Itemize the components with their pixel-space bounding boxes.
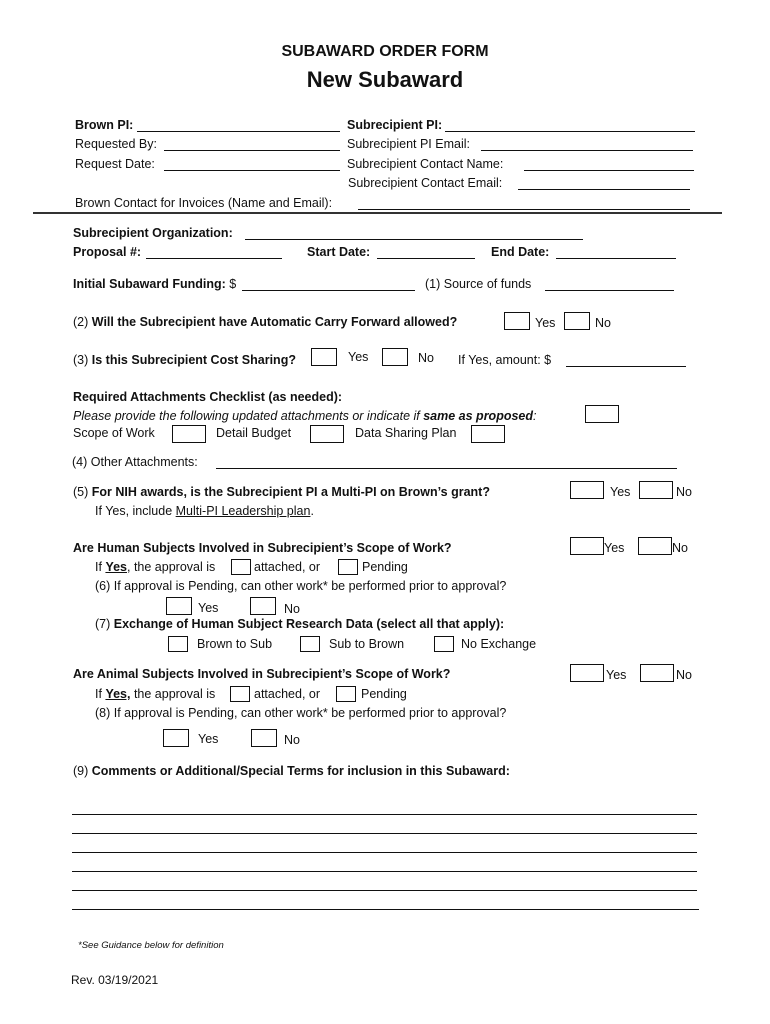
q3-no-checkbox[interactable] — [382, 348, 408, 366]
data-sharing-plan-checkbox[interactable] — [471, 425, 505, 443]
brown-to-sub-checkbox[interactable] — [168, 636, 188, 652]
requested-by-field[interactable] — [164, 150, 340, 151]
q2-no-checkbox[interactable] — [564, 312, 590, 330]
data-sharing-plan-label: Data Sharing Plan — [355, 426, 457, 440]
q3-row — [73, 354, 296, 367]
no-exchange-checkbox[interactable] — [434, 636, 454, 652]
initial-funding-label: Initial Subaward Funding: — [73, 277, 226, 291]
form-subtitle: New Subaward — [306, 67, 464, 92]
attachments-instructions: Please provide the following updated attachments or indicate if same as proposed: — [73, 409, 537, 423]
initial-funding-field[interactable] — [242, 290, 415, 291]
q2-text: Will the Subrecipient have Automatic Carry Forward allowed? — [91, 315, 458, 329]
sub-contact-name-field[interactable] — [524, 170, 694, 171]
q3-no-label: No — [418, 351, 434, 365]
human-yes-checkbox[interactable] — [570, 537, 604, 555]
human-pending-label: Pending — [362, 560, 408, 574]
q7-row: (7) Exchange of Human Subject Research Data (select all that apply): — [95, 617, 505, 631]
human-pending-checkbox[interactable] — [338, 559, 358, 575]
q5-sub-row: If Yes, include Multi-PI Leadership plan. — [95, 504, 314, 518]
sub-pi-label: Subrecipient PI: — [347, 118, 443, 132]
detail-budget-label: Detail Budget — [216, 426, 292, 440]
q2-yes-checkbox[interactable] — [504, 312, 530, 330]
sub-contact-name-label: Subrecipient Contact Name: — [347, 157, 504, 171]
animal-pending-checkbox[interactable] — [336, 686, 356, 702]
other-attachments-label: (4) Other Attachments: — [72, 455, 198, 469]
initial-funding-row — [73, 278, 236, 291]
q2-yes-label: Yes — [535, 316, 556, 330]
comment-line[interactable] — [72, 852, 697, 853]
sub-contact-email-field[interactable] — [518, 189, 690, 190]
comment-line[interactable] — [72, 833, 697, 834]
proposal-field[interactable] — [146, 258, 282, 259]
sub-to-brown-label: Sub to Brown — [329, 637, 405, 651]
brown-pi-field[interactable] — [137, 131, 340, 132]
source-funds-label: (1) Source of funds — [425, 277, 532, 291]
human-approval-row: If Yes, the approval is — [95, 560, 216, 574]
q6-no-label: No — [284, 602, 300, 616]
animal-attached-label: attached, or — [254, 687, 321, 701]
q6-yes-label: Yes — [198, 601, 219, 615]
brown-to-sub-label: Brown to Sub — [197, 637, 273, 651]
animal-pending-label: Pending — [361, 687, 407, 701]
q3-amount-label: If Yes, amount: $ — [458, 353, 552, 367]
q5-number: (5) — [73, 485, 89, 499]
q5-row — [73, 486, 490, 499]
q8-no-checkbox[interactable] — [251, 729, 277, 747]
proposal-label: Proposal #: — [73, 245, 142, 259]
q6-yes-checkbox[interactable] — [166, 597, 192, 615]
scope-of-work-checkbox[interactable] — [172, 425, 206, 443]
invoice-contact-field[interactable] — [358, 209, 690, 210]
q5-yes-label: Yes — [610, 485, 631, 499]
comment-line[interactable] — [72, 871, 697, 872]
human-yes-label: Yes — [604, 541, 625, 555]
section-divider — [33, 212, 722, 214]
animal-no-checkbox[interactable] — [640, 664, 674, 682]
request-date-label: Request Date: — [75, 157, 155, 171]
sub-pi-field[interactable] — [445, 131, 695, 132]
animal-yes-checkbox[interactable] — [570, 664, 604, 682]
q5-no-checkbox[interactable] — [639, 481, 673, 499]
other-attachments-field[interactable] — [216, 468, 677, 469]
multi-pi-link[interactable]: Multi-PI Leadership plan — [175, 504, 311, 518]
q5-no-label: No — [676, 485, 692, 499]
no-exchange-label: No Exchange — [461, 637, 537, 651]
sub-org-label: Subrecipient Organization: — [73, 226, 233, 240]
q6-no-checkbox[interactable] — [250, 597, 276, 615]
q8-yes-label: Yes — [198, 732, 219, 746]
q8-text: (8) If approval is Pending, can other work* be performed prior to approval? — [95, 706, 507, 720]
q3-number: (3) — [73, 353, 89, 367]
same-as-proposed-checkbox[interactable] — [585, 405, 619, 423]
detail-budget-checkbox[interactable] — [310, 425, 344, 443]
attachments-heading: Required Attachments Checklist (as needed): — [73, 390, 343, 404]
q3-yes-checkbox[interactable] — [311, 348, 337, 366]
human-no-label: No — [672, 541, 688, 555]
comment-line[interactable] — [72, 909, 699, 910]
sub-contact-email-label: Subrecipient Contact Email: — [348, 176, 503, 190]
request-date-field[interactable] — [164, 170, 340, 171]
brown-pi-label: Brown PI: — [75, 118, 134, 132]
human-attached-checkbox[interactable] — [231, 559, 251, 575]
source-funds-field[interactable] — [545, 290, 674, 291]
form-title: SUBAWARD ORDER FORM — [281, 43, 489, 60]
animal-subjects-heading: Are Animal Subjects Involved in Subrecipient’s Scope of Work? — [73, 667, 451, 681]
q2-no-label: No — [595, 316, 611, 330]
comment-line[interactable] — [72, 814, 697, 815]
sub-pi-email-field[interactable] — [481, 150, 693, 151]
q5-yes-checkbox[interactable] — [570, 481, 604, 499]
human-attached-label: attached, or — [254, 560, 321, 574]
start-date-label: Start Date: — [307, 245, 371, 259]
animal-yes-label: Yes — [606, 668, 627, 682]
sub-org-field[interactable] — [245, 239, 583, 240]
human-subjects-heading: Are Human Subjects Involved in Subrecipient’s Scope of Work? — [73, 541, 452, 555]
animal-attached-checkbox[interactable] — [230, 686, 250, 702]
q3-text: Is this Subrecipient Cost Sharing? — [91, 353, 296, 367]
q2-row — [73, 316, 457, 329]
q5-text: For NIH awards, is the Subrecipient PI a Multi-PI on Brown’s grant? — [91, 485, 490, 499]
requested-by-label: Requested By: — [75, 137, 157, 151]
q2-number: (2) — [73, 315, 89, 329]
sub-to-brown-checkbox[interactable] — [300, 636, 320, 652]
q8-no-label: No — [284, 733, 300, 747]
q6-text: (6) If approval is Pending, can other work* be performed prior to approval? — [95, 579, 507, 593]
q3-yes-label: Yes — [348, 350, 369, 364]
end-date-field[interactable] — [556, 258, 676, 259]
comment-line[interactable] — [72, 890, 697, 891]
dollar-sign: $ — [229, 277, 237, 291]
end-date-label: End Date: — [491, 245, 550, 259]
q8-yes-checkbox[interactable] — [163, 729, 189, 747]
revision-date: Rev. 03/19/2021 — [71, 973, 159, 987]
sub-pi-email-label: Subrecipient PI Email: — [347, 137, 470, 151]
human-no-checkbox[interactable] — [638, 537, 672, 555]
start-date-field[interactable] — [377, 258, 475, 259]
animal-approval-row: If Yes, the approval is — [95, 687, 216, 701]
animal-no-label: No — [676, 668, 692, 682]
invoice-contact-label: Brown Contact for Invoices (Name and Email): — [75, 196, 333, 210]
q3-amount-field[interactable] — [566, 366, 686, 367]
q9-row: (9) Comments or Additional/Special Terms for inclusion in this Subaward: — [73, 764, 510, 778]
scope-of-work-label: Scope of Work — [73, 426, 155, 440]
guidance-note: *See Guidance below for definition — [78, 940, 224, 951]
